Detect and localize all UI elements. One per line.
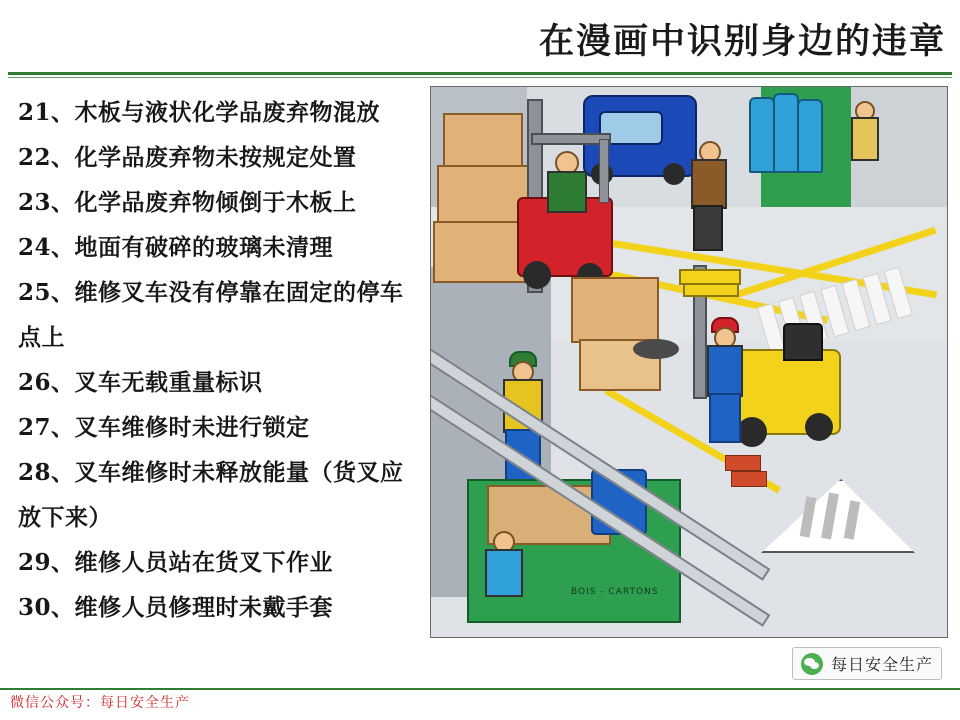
slide-content [0,86,960,686]
car-wheel [663,163,685,185]
warehouse-cartoon-illustration [430,86,948,638]
slide-header [0,0,960,78]
forklift-wheel [523,261,551,289]
wechat-badge [792,647,942,680]
brick [731,471,767,487]
cardboard-box [443,113,523,169]
mechanic-body [707,345,743,397]
title-divider [8,72,952,75]
person-body [851,117,879,161]
list-item: 27、叉车维修时未进行锁定 [18,414,310,441]
list-item: 26、叉车无载重量标识 [18,369,263,396]
person-body [691,159,727,209]
footer-divider [0,688,960,690]
forklift-driver-body [547,171,587,213]
list-item: 23、化学品废弃物倾倒于木板上 [18,189,357,216]
title-divider-secondary [8,77,952,78]
list-item: 28、叉车维修时未释放能量（货叉应 [18,459,404,486]
gas-cylinder [773,93,799,173]
forklift-seat [783,323,823,361]
page-title: 在漫画中识别身边的违章 [538,21,946,62]
list-item: 放下来） [18,504,112,531]
forklift-wheel [805,413,833,441]
list-item: 24、地面有破碎的玻璃未清理 [18,234,334,261]
wechat-icon [801,653,823,675]
violation-list [18,90,448,630]
list-item: 25、维修叉车没有停靠在固定的停车 [18,279,404,306]
raised-forks [683,283,739,297]
gas-cylinder [749,97,775,173]
broken-glass-debris [633,339,679,359]
cardboard-box [571,277,659,343]
forklift-wheel [737,417,767,447]
list-item: 29、维修人员站在货叉下作业 [18,549,334,576]
list-item: 21、木板与液状化学品废弃物混放 [18,99,381,126]
person-legs [693,205,723,251]
mechanic-legs [709,393,741,443]
gas-cylinder [797,99,823,173]
brick [725,455,761,471]
list-item: 30、维修人员修理时未戴手套 [18,594,334,621]
dumpster-label: BOIS - CARTONS [571,587,659,597]
wechat-badge-label: 每日安全生产 [830,655,933,674]
list-item: 点上 [18,324,65,351]
footer-note: 微信公众号：每日安全生产 [10,695,190,711]
forklift-guard-post [599,139,609,203]
cardboard-box [437,165,529,225]
list-item: 22、化学品废弃物未按规定处置 [18,144,357,171]
person-body [485,549,523,597]
